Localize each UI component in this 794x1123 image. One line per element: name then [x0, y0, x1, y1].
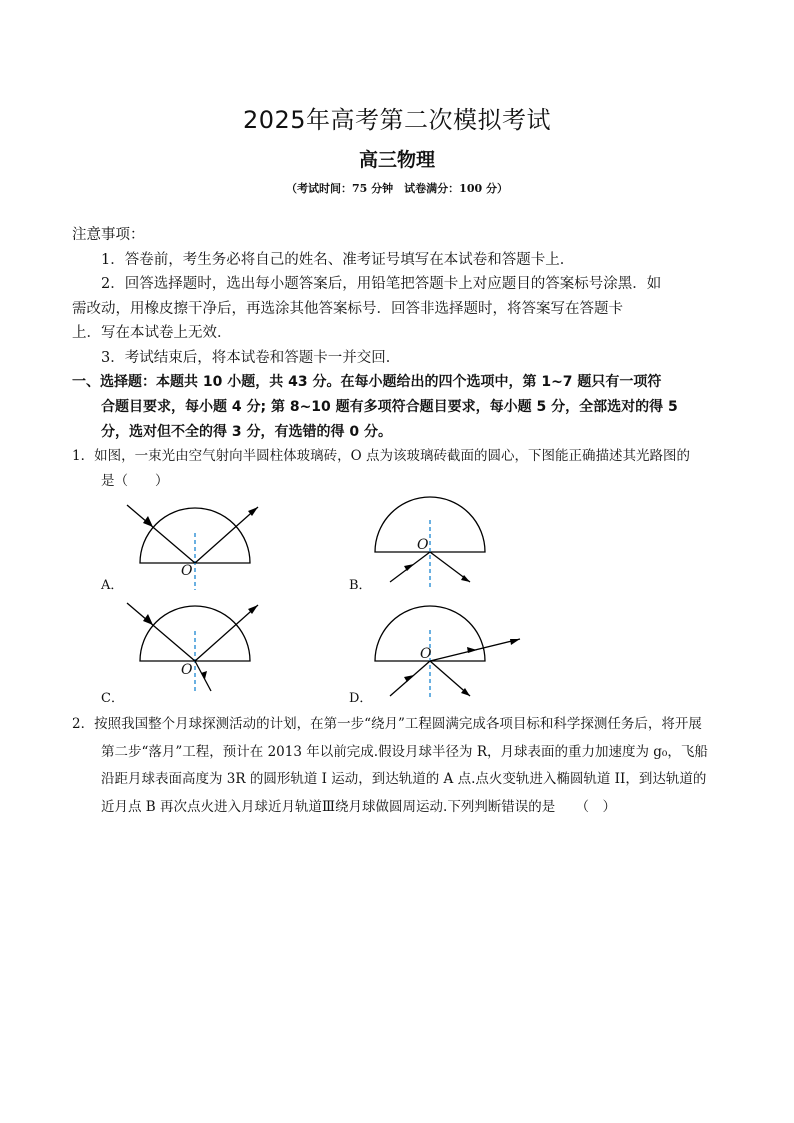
notice-item: 需改动，用橡皮擦干净后，再选涂其他答案标号．回答非选择题时，将答案写在答题卡 [72, 301, 623, 317]
exam-subject: 高三物理 [358, 149, 435, 171]
notice-heading: 注意事项： [72, 227, 145, 243]
point-o-label: O [181, 563, 193, 579]
question-2-text: 2．按照我国整个月球探测活动的计划，在第一步“绕月”工程圆满完成各项目标和科学探测任务后，将开展 [72, 716, 702, 732]
option-d-label: D． [349, 691, 373, 706]
option-c-label: C． [101, 691, 124, 706]
exam-info: （考试时间：75 分钟 试卷满分：100 分） [286, 182, 508, 195]
exam-title: 2025年高考第二次模拟考试 [242, 106, 552, 134]
notice-item: 上．写在本试卷上无效． [72, 325, 232, 341]
figure-option-b [370, 495, 540, 590]
question-2-text: 近月点 B 再次点火进入月球近月轨道Ⅲ绕月球做圆周运动.下列判断错误的是 （ ） [101, 799, 617, 815]
figure-option-d [370, 600, 540, 700]
notice-item: 2．回答选择题时，选出每小题答案后，用铅笔把答题卡上对应题目的答案标号涂黑．如 [101, 276, 662, 292]
question-2-text: 沿距月球表面高度为 3R 的圆形轨道 I 运动，到达轨道的 A 点.点火变轨进入椭圆轨道 II，到达轨道的 [101, 771, 707, 787]
question-2-text: 第二步“落月”工程，预计在 2013 年以前完成.假设月球半径为 R，月球表面的重力加速度为 g₀，飞船 [101, 744, 708, 760]
figure-option-c [95, 595, 265, 695]
point-o-label: O [181, 662, 193, 678]
question-1-text: 1．如图，一束光由空气射向半圆柱体玻璃砖，O 点为该玻璃砖截面的圆心，下图能正确描述其光路图的 [72, 448, 690, 464]
section-text: 合题目要求，每小题 4 分; 第 8~10 题有多项符合题目要求，每小题 5 分，全部选对的得 5 [101, 399, 678, 415]
section-text: 分，选对但不全的得 3 分，有选错的得 0 分。 [101, 424, 392, 440]
notice-item: 1．答卷前，考生务必将自己的姓名、准考证号填写在本试卷和答题卡上． [101, 252, 575, 268]
point-o-label: O [420, 646, 432, 662]
notice-item: 3．考试结束后，将本试卷和答题卡一并交回． [101, 350, 401, 366]
section-heading: 一、选择题：本题共 10 小题，共 43 分。在每小题给出的四个选项中，第 1~7 题只有一项符 [72, 374, 662, 390]
option-a-label: A． [101, 578, 124, 593]
option-b-label: B． [349, 578, 372, 593]
question-1-text: 是（ ） [101, 473, 169, 489]
point-o-label: O [417, 537, 429, 553]
